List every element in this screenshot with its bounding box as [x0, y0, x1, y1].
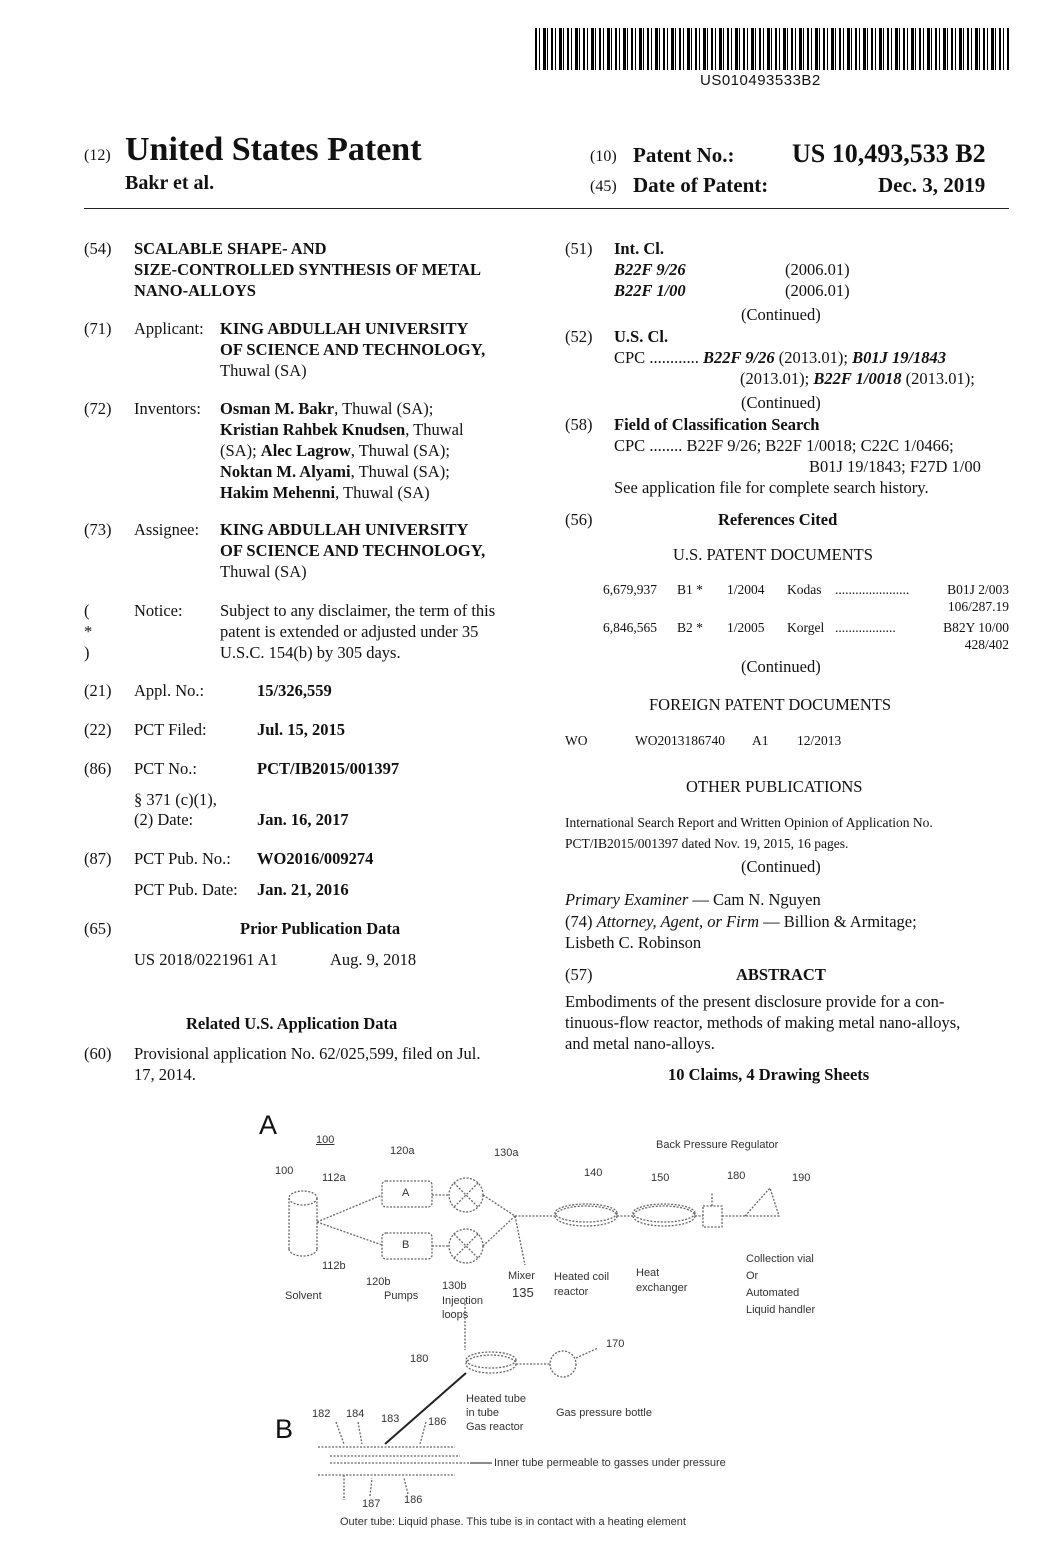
header-rule	[84, 208, 1009, 209]
label-outer-tube: Outer tube: Liquid phase. This tube is in contact with a heating element	[340, 1516, 686, 1528]
code-45: (45)	[590, 178, 617, 195]
ref-130b: 130b	[442, 1280, 467, 1292]
barcode	[535, 28, 1009, 70]
code-12: (12)	[84, 147, 111, 164]
label-injection-loops: Injection loops	[442, 1295, 483, 1321]
pump-b-letter: B	[402, 1239, 410, 1251]
barcode-number: US010493533B2	[700, 72, 821, 89]
ref-date: 1/2004	[727, 582, 765, 597]
ref-kind: B1 *	[677, 582, 703, 597]
pump-a-letter: A	[402, 1187, 410, 1199]
ref-100: 100	[275, 1165, 294, 1177]
patent-title: United States Patent	[125, 131, 422, 168]
ref-number: 6,846,565	[603, 620, 657, 635]
ref-170: 170	[606, 1338, 625, 1350]
refs-continued: (Continued)	[741, 657, 821, 676]
label-heat-exchanger: Heat exchanger	[636, 1267, 688, 1294]
other-continued: (Continued)	[741, 857, 821, 876]
foreign-heading: FOREIGN PATENT DOCUMENTS	[649, 695, 892, 714]
ref-name: Korgel	[787, 620, 825, 635]
label-bpr: Back Pressure Regulator	[656, 1139, 779, 1151]
patent-no-label: Patent No.:	[633, 143, 735, 167]
label-pumps: Pumps	[384, 1290, 419, 1302]
ref-112b: 112b	[322, 1260, 346, 1272]
collection-vial	[745, 1188, 779, 1216]
heat-exchanger	[633, 1206, 695, 1226]
figure-diagram	[0, 1094, 1053, 1554]
ref-190: 190	[792, 1172, 811, 1184]
label-gas-bottle: Gas pressure bottle	[556, 1407, 652, 1419]
ref-183: 183	[381, 1413, 400, 1425]
related-heading: Related U.S. Application Data	[186, 1014, 398, 1033]
ref-180-top: 180	[727, 1170, 746, 1182]
ref-dots: ......................	[835, 582, 910, 597]
ref-112a: 112a	[322, 1172, 346, 1184]
ref-name: Kodas	[787, 582, 822, 597]
ref-kind: B2 *	[677, 620, 703, 635]
reference-row	[565, 582, 1009, 620]
label-heated-coil: Heated coil reactor	[554, 1271, 610, 1298]
ref-date: 1/2005	[727, 620, 765, 635]
ref-182: 182	[312, 1408, 331, 1420]
ref-150: 150	[651, 1172, 670, 1184]
ref-180-mid: 180	[410, 1353, 429, 1365]
heated-coil-reactor	[555, 1206, 617, 1226]
other-publication: International Search Report and Written Opinion of Application No. PCT/IB2015/001397 dated Nov. 19, 2015, 16 pages.	[565, 815, 933, 851]
ref-135: 135	[512, 1285, 534, 1300]
ref-140: 140	[584, 1167, 603, 1179]
label-mixer: Mixer	[508, 1270, 535, 1282]
figure-label-a: A	[259, 1110, 278, 1140]
other-publications-heading: OTHER PUBLICATIONS	[686, 777, 863, 796]
ref-class: B01J 2/003	[947, 582, 1009, 597]
date-label: Date of Patent:	[633, 173, 769, 197]
label-heated-tube: Heated tube in tube Gas reactor	[466, 1393, 526, 1433]
ref-subclass: 106/287.19	[947, 599, 1009, 614]
ref-120b: 120b	[366, 1276, 391, 1288]
label-collection-vial: Collection vial Or Automated Liquid handler	[746, 1253, 816, 1316]
figure-label-b: B	[275, 1414, 294, 1444]
back-pressure-regulator	[703, 1206, 722, 1227]
ref-number: 6,679,937	[603, 582, 657, 597]
ref-dots: ..................	[835, 620, 896, 635]
examiner: Primary Examiner — Cam N. Nguyen	[565, 890, 821, 909]
patent-date: Dec. 3, 2019	[878, 173, 986, 197]
gas-pressure-bottle	[550, 1351, 576, 1377]
ref-186: 186	[428, 1416, 447, 1428]
ref-100-underlined: 100	[316, 1134, 335, 1146]
code-10: (10)	[590, 148, 617, 165]
inventors-short: Bakr et al.	[125, 172, 215, 194]
ref-130a: 130a	[494, 1147, 519, 1159]
label-solvent: Solvent	[285, 1290, 322, 1302]
patent-number: US 10,493,533 B2	[792, 139, 986, 168]
ref-187: 187	[362, 1498, 381, 1510]
ref-120a: 120a	[390, 1145, 415, 1157]
claims-count: 10 Claims, 4 Drawing Sheets	[668, 1065, 870, 1084]
ref-185: 186	[404, 1494, 423, 1506]
reference-row	[565, 620, 1009, 658]
solvent-cylinder-top	[289, 1191, 317, 1205]
heated-tube-gas-reactor	[466, 1355, 516, 1373]
label-inner-tube: Inner tube permeable to gasses under pressure	[494, 1457, 726, 1469]
ref-184: 184	[346, 1408, 365, 1420]
ref-class: B82Y 10/00	[943, 620, 1009, 635]
ref-subclass: 428/402	[964, 637, 1009, 652]
abstract-text: Embodiments of the present disclosure provide for a con- tinuous-flow reactor, methods of making metal nano-alloys, and metal nano-alloys.	[565, 992, 961, 1053]
attorney: (74) Attorney, Agent, or Firm — Billion & Armitage; Lisbeth C. Robinson	[565, 912, 917, 952]
